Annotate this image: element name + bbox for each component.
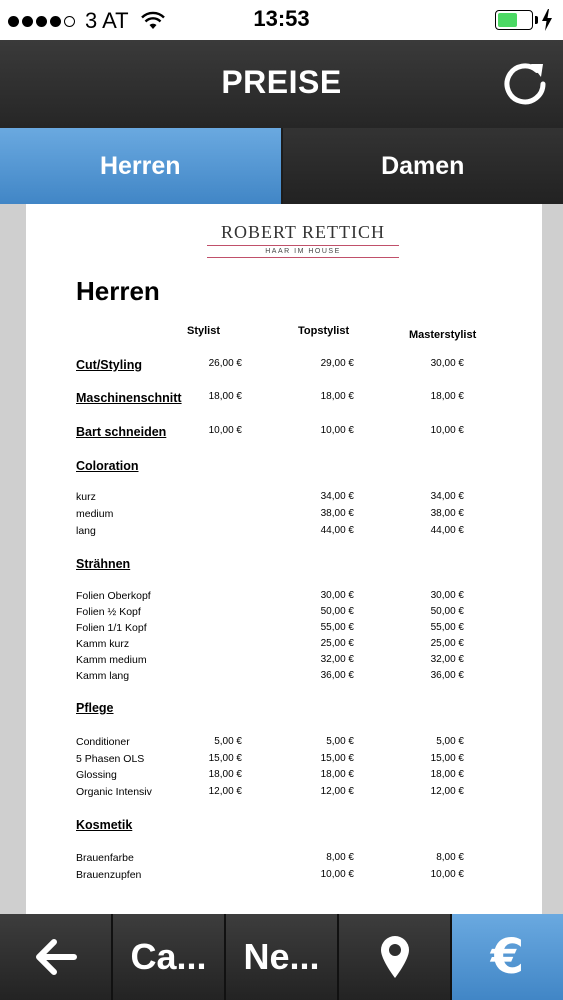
- price-topstylist: 32,00 €: [320, 654, 354, 665]
- price-masterstylist: 38,00 €: [430, 508, 464, 519]
- row-label: Maschinenschnitt: [76, 391, 182, 405]
- price-row: [76, 590, 466, 606]
- row-label: Folien ½ Kopf: [76, 606, 141, 618]
- price-topstylist: 29,00 €: [320, 358, 354, 369]
- price-row: [76, 753, 466, 769]
- battery-tip: [535, 16, 538, 24]
- row-label: Cut/Styling: [76, 358, 142, 372]
- price-topstylist: 5,00 €: [326, 736, 354, 747]
- price-stylist: 18,00 €: [208, 769, 242, 780]
- price-masterstylist: 55,00 €: [430, 622, 464, 633]
- price-masterstylist: 50,00 €: [430, 606, 464, 617]
- price-topstylist: 50,00 €: [320, 606, 354, 617]
- price-topstylist: 25,00 €: [320, 638, 354, 649]
- price-row: [76, 869, 466, 885]
- price-topstylist: 15,00 €: [320, 752, 354, 764]
- price-stylist: 15,00 €: [208, 752, 242, 764]
- price-topstylist: 8,00 €: [326, 852, 354, 863]
- row-label: Conditioner: [76, 736, 130, 748]
- price-topstylist: 38,00 €: [320, 508, 354, 519]
- price-masterstylist: 18,00 €: [430, 391, 464, 402]
- document-title: Herren: [76, 276, 160, 306]
- price-topstylist: 10,00 €: [320, 869, 354, 880]
- price-stylist: 12,00 €: [208, 785, 242, 797]
- price-row: [76, 654, 466, 670]
- battery-icon: [495, 10, 533, 30]
- price-list-viewer[interactable]: [0, 204, 563, 914]
- price-masterstylist: 10,00 €: [430, 869, 464, 880]
- price-row: [76, 358, 466, 374]
- price-masterstylist: 25,00 €: [430, 638, 464, 649]
- row-label: Organic Intensiv: [76, 785, 152, 798]
- row-label: Kamm lang: [76, 670, 130, 682]
- tab-herren[interactable]: Herren: [0, 128, 283, 204]
- price-stylist: 26,00 €: [208, 358, 242, 369]
- price-masterstylist: 18,00 €: [430, 769, 464, 780]
- price-row: [76, 622, 466, 638]
- salon-logo: [207, 222, 399, 260]
- tab-ca[interactable]: Ca...: [113, 914, 226, 1000]
- row-label: Kamm kurz: [76, 638, 130, 650]
- price-masterstylist: 30,00 €: [430, 358, 464, 369]
- row-label: medium: [76, 508, 114, 520]
- price-topstylist: 10,00 €: [320, 425, 354, 436]
- price-masterstylist: 44,00 €: [430, 525, 464, 536]
- navigation-bar: [0, 40, 563, 128]
- price-masterstylist: 8,00 €: [436, 852, 464, 863]
- tab-location[interactable]: [339, 914, 452, 1000]
- battery-level: [498, 13, 517, 27]
- row-label: Folien 1/1 Kopf: [76, 622, 147, 634]
- price-stylist: 5,00 €: [214, 736, 242, 747]
- price-row: [76, 508, 466, 524]
- price-topstylist: 55,00 €: [320, 622, 354, 633]
- price-topstylist: 44,00 €: [320, 525, 354, 536]
- price-masterstylist: 34,00 €: [430, 491, 464, 502]
- row-label: lang: [76, 525, 96, 537]
- price-topstylist: 12,00 €: [320, 785, 354, 797]
- location-pin-icon: [379, 934, 411, 980]
- price-masterstylist: 32,00 €: [430, 654, 464, 665]
- price-masterstylist: 36,00 €: [430, 670, 464, 681]
- price-row: [76, 786, 466, 802]
- status-time: 13:53: [253, 6, 310, 31]
- price-masterstylist: 5,00 €: [436, 736, 464, 747]
- price-topstylist: 18,00 €: [320, 769, 354, 780]
- row-label: Brauenzupfen: [76, 869, 142, 881]
- row-label: 5 Phasen OLS: [76, 752, 145, 765]
- price-topstylist: 36,00 €: [320, 670, 354, 681]
- bottom-tab-bar: [0, 914, 563, 1000]
- section-header-pflege: Pflege: [76, 701, 114, 715]
- price-row: [76, 606, 466, 622]
- price-masterstylist: 30,00 €: [430, 590, 464, 601]
- price-row: [76, 391, 466, 407]
- back-button[interactable]: [0, 914, 113, 1000]
- column-header-stylist: Stylist: [187, 325, 221, 337]
- back-arrow-icon: [34, 937, 78, 977]
- euro-icon: €: [490, 929, 525, 985]
- tab-ne[interactable]: Ne...: [226, 914, 339, 1000]
- tab-damen[interactable]: Damen: [283, 128, 563, 204]
- logo-subtitle: HAAR IM HOUSE: [265, 248, 341, 255]
- price-masterstylist: 15,00 €: [430, 752, 464, 764]
- price-document: [26, 204, 542, 914]
- row-label: Folien Oberkopf: [76, 590, 151, 602]
- logo-name: ROBERT RETTICH: [220, 222, 386, 242]
- section-header-kosmetik: Kosmetik: [76, 818, 133, 832]
- row-label: Glossing: [76, 769, 117, 781]
- refresh-button[interactable]: [495, 54, 555, 114]
- price-row: [76, 425, 466, 441]
- row-label: Bart schneiden: [76, 425, 167, 439]
- price-row: [76, 852, 466, 868]
- row-label: Kamm medium: [76, 654, 147, 666]
- price-row: [76, 736, 466, 752]
- price-row: [76, 491, 466, 507]
- charging-bolt-icon: [541, 9, 553, 36]
- price-row: [76, 525, 466, 541]
- price-stylist: 18,00 €: [208, 391, 242, 402]
- status-bar: [0, 0, 563, 40]
- price-stylist: 10,00 €: [208, 425, 242, 436]
- column-header-masterstylist: Masterstylist: [409, 329, 477, 341]
- price-row: [76, 670, 466, 686]
- price-row: [76, 638, 466, 654]
- price-masterstylist: 10,00 €: [430, 425, 464, 436]
- price-masterstylist: 12,00 €: [430, 785, 464, 797]
- column-header-topstylist: Topstylist: [298, 325, 350, 337]
- row-label: kurz: [76, 491, 96, 503]
- gender-tabs: [0, 128, 563, 204]
- column-header-masterstylist-clip: [409, 325, 477, 343]
- section-header-straehnen: Strähnen: [76, 557, 131, 571]
- price-topstylist: 18,00 €: [320, 391, 354, 402]
- carrier-name: 3 AT: [85, 8, 129, 33]
- section-header-coloration: Coloration: [76, 459, 139, 473]
- price-topstylist: 34,00 €: [320, 491, 354, 502]
- page-title: PREISE: [221, 64, 342, 100]
- refresh-icon: [497, 56, 553, 112]
- price-row: [76, 769, 466, 785]
- price-topstylist: 30,00 €: [320, 590, 354, 601]
- tab-prices[interactable]: [452, 914, 563, 1000]
- row-label: Brauenfarbe: [76, 852, 134, 864]
